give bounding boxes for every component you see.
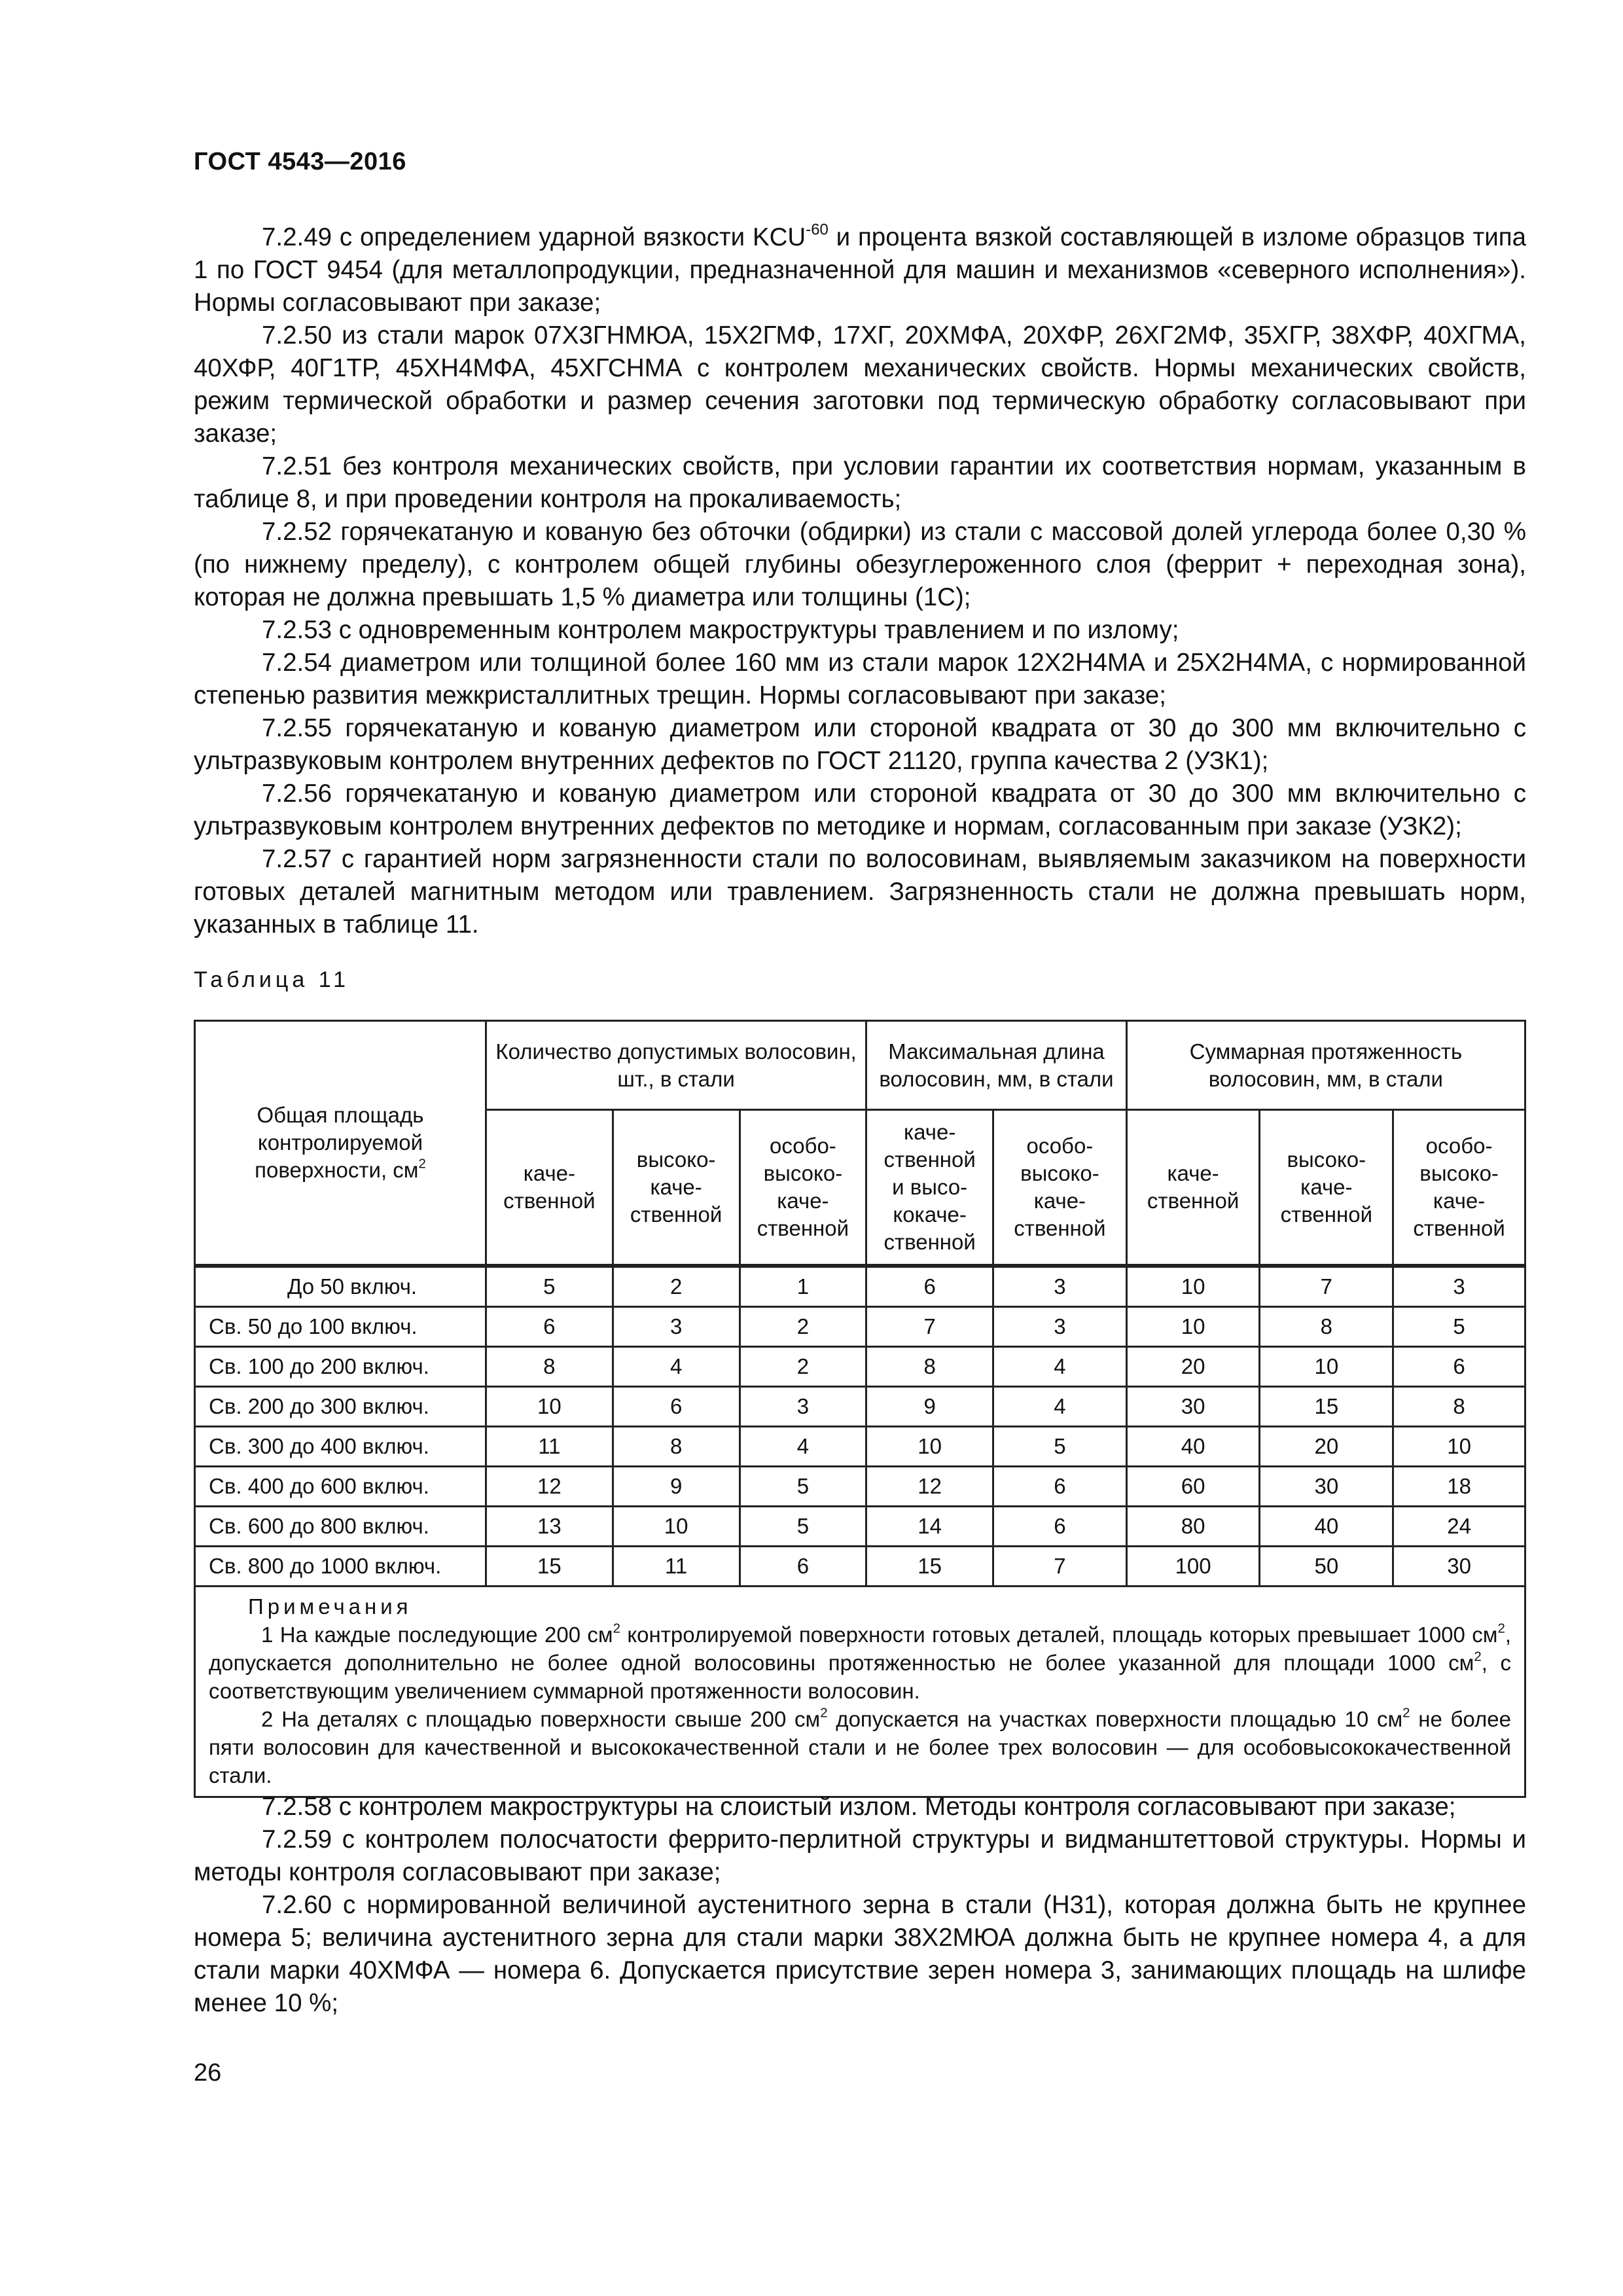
table-11 <box>194 1020 1526 1798</box>
page-number: 26 <box>194 2059 222 2087</box>
value-cell: 9 <box>613 1466 740 1506</box>
value-cell: 10 <box>1126 1266 1260 1307</box>
value-cell: 50 <box>1260 1546 1393 1586</box>
subheader-cell: каче- ственной и высо- кокаче- ственной <box>866 1110 993 1266</box>
paragraph-7-2-59: 7.2.59 с контролем полосчатости феррито-перлитной структуры и видманштеттовой структуры. Нормы и методы контроля согласовывают при заказе; <box>194 1825 1526 1886</box>
note-text: 2 На деталях с площадью поверхности свыше 200 см <box>261 1706 821 1731</box>
paragraph-7-2-52: 7.2.52 горячекатаную и кованую без обточки (обдирки) из стали с массовой долей углерода более 0,30 % (по нижнему пределу), с контролем общей глубины обезуглероженного слоя (феррит + переходная зона), которая не должна превышать 1,5 % диаметра или толщины (1С); <box>194 518 1526 611</box>
notes-title: Примечания <box>248 1594 412 1619</box>
value-cell: 80 <box>1126 1506 1260 1546</box>
paragraph-7-2-60: 7.2.60 с нормированной величиной аустенитного зерна в стали (Н31), которая должна быть не крупнее номера 5; величина аустенитного зерна для стали марки 38Х2МЮА должна быть не крупнее номера 4, а для стали марки 40ХМФА — номера 6. Допускается присутствие зерен номера 3, занимающих площадь на шлифе менее 10 %; <box>194 1891 1526 2017</box>
value-cell: 10 <box>866 1426 993 1466</box>
value-cell: 10 <box>1126 1306 1260 1346</box>
superscript: 2 <box>613 1621 620 1636</box>
paragraph-7-2-51: 7.2.51 без контроля механических свойств, при условии гарантии их соответствия нормам, указанным в таблице 8, и при проведении контроля на прокаливаемость; <box>194 452 1526 513</box>
table-caption: Таблица 11 <box>194 967 350 992</box>
value-cell: 15 <box>1260 1386 1393 1426</box>
header-area-text: Общая площадь контролируемой поверхности, см <box>255 1102 424 1182</box>
value-cell: 12 <box>486 1466 613 1506</box>
table-row <box>195 1306 1525 1346</box>
value-cell: 2 <box>613 1266 740 1307</box>
value-cell: 30 <box>1126 1386 1260 1426</box>
value-cell: 4 <box>613 1346 740 1386</box>
area-cell: Св. 300 до 400 включ. <box>195 1426 486 1466</box>
paragraph-7-2-56: 7.2.56 горячекатаную и кованую диаметром или стороной квадрата от 30 до 300 мм включительно с ультразвуковым контролем внутренних дефектов по методике и нормам, согласованным при заказе (УЗК2); <box>194 780 1526 840</box>
value-cell: 3 <box>993 1266 1127 1307</box>
header-area <box>195 1021 486 1266</box>
value-cell: 7 <box>993 1546 1127 1586</box>
table-notes <box>195 1586 1525 1797</box>
note-text: 1 На каждые последующие 200 см <box>261 1622 613 1647</box>
header-group-max-length: Максимальная длина волосовин, мм, в стали <box>866 1021 1126 1110</box>
value-cell: 6 <box>740 1546 866 1586</box>
subheader-cell: особо- высоко- каче- ственной <box>993 1110 1127 1266</box>
table-row <box>195 1506 1525 1546</box>
value-cell: 10 <box>1393 1426 1525 1466</box>
table-row <box>195 1546 1525 1586</box>
value-cell: 4 <box>740 1426 866 1466</box>
body-text-bottom <box>194 1791 1526 2020</box>
paragraph-7-2-54: 7.2.54 диаметром или толщиной более 160 мм из стали марок 12Х2Н4МА и 25Х2Н4МА, с нормированной степенью развития межкристаллитных трещин. Нормы согласовывают при заказе; <box>194 649 1526 709</box>
table-row <box>195 1266 1525 1307</box>
note-text: допускается на участках поверхности площадью 10 см <box>827 1706 1403 1731</box>
note-text: , с соответствующим увеличением суммарной протяженности волосовин. <box>209 1650 1511 1703</box>
value-cell: 3 <box>613 1306 740 1346</box>
table-row <box>195 1386 1525 1426</box>
value-cell: 10 <box>613 1506 740 1546</box>
value-cell: 24 <box>1393 1506 1525 1546</box>
note-2 <box>209 1705 1511 1789</box>
area-cell: Св. 600 до 800 включ. <box>195 1506 486 1546</box>
header-group-total-length: Суммарная протяженность волосовин, мм, в стали <box>1126 1021 1525 1110</box>
value-cell: 12 <box>866 1466 993 1506</box>
value-cell: 18 <box>1393 1466 1525 1506</box>
superscript: 2 <box>1497 1621 1505 1636</box>
value-cell: 5 <box>1393 1306 1525 1346</box>
value-cell: 5 <box>740 1506 866 1546</box>
superscript: 2 <box>820 1705 828 1721</box>
area-cell: Св. 100 до 200 включ. <box>195 1346 486 1386</box>
value-cell: 11 <box>486 1426 613 1466</box>
value-cell: 7 <box>1260 1266 1393 1307</box>
header-group-count: Количество допустимых волосовин, шт., в стали <box>486 1021 866 1110</box>
subheader-cell: особо- высоко- каче- ственной <box>740 1110 866 1266</box>
value-cell: 30 <box>1393 1546 1525 1586</box>
value-cell: 6 <box>993 1466 1127 1506</box>
paragraph-7-2-53: 7.2.53 с одновременным контролем макроструктуры травлением и по излому; <box>262 616 1179 644</box>
area-cell: Св. 200 до 300 включ. <box>195 1386 486 1426</box>
note-text: не более пяти волосовин для качественной и высококачественной стали и не более трех волосовин — для особовысококачественной стали. <box>209 1706 1512 1787</box>
superscript: 2 <box>1474 1649 1482 1664</box>
value-cell: 11 <box>613 1546 740 1586</box>
value-cell: 9 <box>866 1386 993 1426</box>
value-cell: 8 <box>1393 1386 1525 1426</box>
paragraph-7-2-55: 7.2.55 горячекатаную и кованую диаметром или стороной квадрата от 30 до 300 мм включительно с ультразвуковым контролем внутренних дефектов по ГОСТ 21120, группа качества 2 (УЗК1); <box>194 714 1526 775</box>
value-cell: 14 <box>866 1506 993 1546</box>
value-cell: 5 <box>486 1266 613 1307</box>
body-text-top <box>194 221 1526 941</box>
superscript: 2 <box>1402 1705 1410 1721</box>
paragraph-7-2-50: 7.2.50 из стали марок 07Х3ГНМЮА, 15Х2ГМФ, 17ХГ, 20ХМФА, 20ХФР, 26ХГ2МФ, 35ХГР, 38ХФР, 40ХГМА, 40ХФР, 40Г1ТР, 45ХН4МФА, 45ХГСНМА с контролем механических свойств. Нормы механических свойств, режим термической обработки и размер сечения заготовки под термическую обработку согласовывают при заказе; <box>194 321 1526 448</box>
value-cell: 10 <box>486 1386 613 1426</box>
value-cell: 8 <box>613 1426 740 1466</box>
value-cell: 6 <box>993 1506 1127 1546</box>
value-cell: 100 <box>1126 1546 1260 1586</box>
value-cell: 6 <box>866 1266 993 1307</box>
area-cell: Св. 800 до 1000 включ. <box>195 1546 486 1586</box>
subheader-cell: высоко- каче- ственной <box>613 1110 740 1266</box>
value-cell: 2 <box>740 1306 866 1346</box>
value-cell: 20 <box>1126 1346 1260 1386</box>
value-cell: 20 <box>1260 1426 1393 1466</box>
value-cell: 40 <box>1260 1506 1393 1546</box>
area-cell: Св. 400 до 600 включ. <box>195 1466 486 1506</box>
notes-title-line <box>209 1592 1511 1621</box>
value-cell: 8 <box>1260 1306 1393 1346</box>
document-header: ГОСТ 4543—2016 <box>194 148 406 175</box>
area-cell: Св. 50 до 100 включ. <box>195 1306 486 1346</box>
table-row <box>195 1426 1525 1466</box>
value-cell: 3 <box>1393 1266 1525 1307</box>
subheader-cell: высоко- каче- ственной <box>1260 1110 1393 1266</box>
value-cell: 2 <box>740 1346 866 1386</box>
value-cell: 10 <box>1260 1346 1393 1386</box>
table-body <box>195 1266 1525 1587</box>
note-text: контролируемой поверхности готовых деталей, площадь которых превышает 1000 см <box>620 1622 1498 1647</box>
value-cell: 8 <box>486 1346 613 1386</box>
superscript: -60 <box>806 221 829 239</box>
subheader-cell: особо- высоко- каче- ственной <box>1393 1110 1525 1266</box>
value-cell: 8 <box>866 1346 993 1386</box>
paragraph-text: и процента вязкой составляющей в изломе образцов типа 1 по ГОСТ 9454 (для металлопродукции, предназначенной для машин и механизмов «северного исполнения»). Нормы согласовывают при заказе; <box>194 223 1526 317</box>
value-cell: 5 <box>740 1466 866 1506</box>
value-cell: 15 <box>866 1546 993 1586</box>
value-cell: 60 <box>1126 1466 1260 1506</box>
value-cell: 5 <box>993 1426 1127 1466</box>
subheader-cell: каче- ственной <box>486 1110 613 1266</box>
table-row <box>195 1466 1525 1506</box>
subheader-cell: каче- ственной <box>1126 1110 1260 1266</box>
paragraph-7-2-58: 7.2.58 с контролем макроструктуры на слоистый излом. Методы контроля согласовывают при заказе; <box>262 1793 1456 1821</box>
value-cell: 6 <box>486 1306 613 1346</box>
superscript: 2 <box>418 1156 426 1172</box>
value-cell: 6 <box>1393 1346 1525 1386</box>
paragraph-7-2-57: 7.2.57 с гарантией норм загрязненности стали по волосовинам, выявляемым заказчиком на поверхности готовых деталей магнитным методом или травлением. Загрязненность стали не должна превышать норм, указанных в таблице 11. <box>194 845 1526 939</box>
value-cell: 6 <box>613 1386 740 1426</box>
note-1 <box>209 1621 1511 1705</box>
paragraph-7-2-49 <box>194 221 1526 319</box>
value-cell: 15 <box>486 1546 613 1586</box>
value-cell: 3 <box>740 1386 866 1426</box>
value-cell: 1 <box>740 1266 866 1307</box>
table-row <box>195 1346 1525 1386</box>
note-text: , допускается дополнительно не более одной волосовины протяженностью не более указанной для площади 1000 см <box>209 1622 1511 1675</box>
value-cell: 4 <box>993 1346 1127 1386</box>
value-cell: 30 <box>1260 1466 1393 1506</box>
paragraph-text: 7.2.49 с определением ударной вязкости KCU <box>262 223 806 251</box>
value-cell: 40 <box>1126 1426 1260 1466</box>
value-cell: 13 <box>486 1506 613 1546</box>
value-cell: 3 <box>993 1306 1127 1346</box>
area-cell: До 50 включ. <box>195 1266 486 1307</box>
value-cell: 7 <box>866 1306 993 1346</box>
value-cell: 4 <box>993 1386 1127 1426</box>
